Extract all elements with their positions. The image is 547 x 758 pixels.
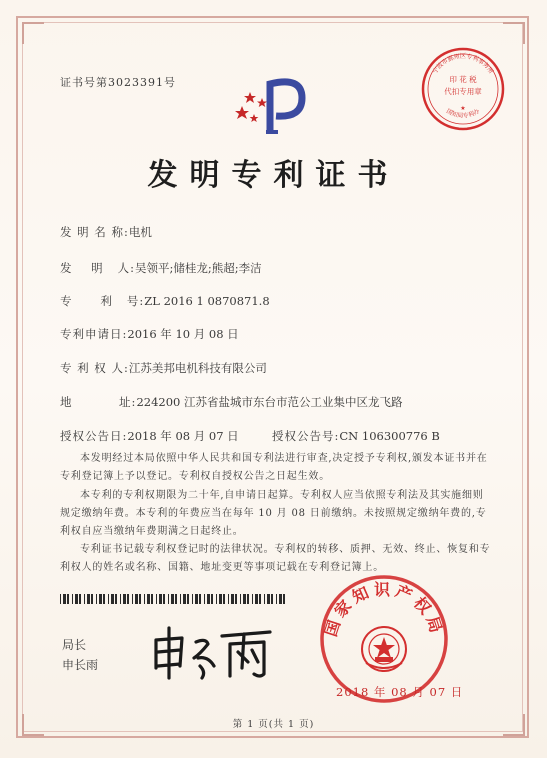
corner-ornament bbox=[503, 22, 525, 44]
director-name: 申长雨 bbox=[62, 658, 99, 672]
barcode-bar bbox=[115, 594, 117, 604]
grant-date-value: 2018 年 08 月 07 日 bbox=[127, 429, 239, 443]
patent-number-row bbox=[60, 293, 270, 309]
barcode-bar bbox=[204, 594, 205, 604]
barcode-bar bbox=[252, 594, 253, 604]
patent-number-value: ZL 2016 1 0870871.8 bbox=[144, 294, 270, 308]
page-number: 第 1 页(共 1 页) bbox=[232, 719, 315, 730]
barcode-bar bbox=[84, 594, 85, 604]
barcode-bar bbox=[96, 594, 97, 604]
barcode-bar bbox=[219, 594, 222, 604]
barcode-bar bbox=[199, 594, 201, 604]
svg-text:国家知识产权局 bbox=[321, 580, 447, 639]
barcode-bar bbox=[211, 594, 213, 604]
paragraph-term: 本专利的专利权期限为二十年,自申请日起算。专利权人应当依照专利法及其实施细则规定缴纳年费。本专利的年费应当在每年 10 月 08 日前缴纳。未按照规定缴纳年费的,专利权自应当缴纳年费期满之日起终止。 bbox=[60, 490, 487, 537]
address-label: 地 址: bbox=[60, 395, 137, 409]
barcode-bar bbox=[264, 594, 265, 604]
barcode-bar bbox=[75, 594, 78, 604]
invention-name-row bbox=[60, 224, 152, 240]
barcode-bar bbox=[79, 594, 81, 604]
invention-name-value: 电机 bbox=[128, 225, 152, 239]
barcode bbox=[60, 594, 286, 604]
barcode-bar bbox=[216, 594, 217, 604]
barcode-bar bbox=[72, 594, 73, 604]
grant-number-label: 授权公告号: bbox=[272, 429, 340, 443]
barcode-bar bbox=[231, 594, 234, 604]
handwritten-signature bbox=[148, 622, 278, 682]
barcode-bar bbox=[111, 594, 114, 604]
grant-date-label: 授权公告日: bbox=[60, 429, 128, 443]
grant-number-row bbox=[272, 428, 440, 444]
page-title: 发明专利证书 bbox=[147, 158, 400, 193]
filing-date-label: 专利申请日: bbox=[60, 327, 128, 341]
paragraph-legal-status: 专利证书记载专利权登记时的法律状况。专利权的转移、质押、无效、终止、恢复和专利权人的姓名或名称、国籍、地址变更等事项记载在专利登记簿上。 bbox=[60, 544, 491, 573]
barcode-bar bbox=[127, 594, 129, 604]
svg-text:印 花 税: 印 花 税 bbox=[449, 75, 477, 84]
seal-ring-text: 国家知识产权局 bbox=[321, 580, 447, 639]
address-value: 224200 江苏省盐城市东台市范公工业集中区龙飞路 bbox=[136, 395, 403, 409]
grant-date-row bbox=[60, 428, 239, 444]
barcode-bar bbox=[259, 594, 261, 604]
barcode-bar bbox=[187, 594, 189, 604]
barcode-bar bbox=[147, 594, 150, 604]
national-emblem-icon bbox=[362, 627, 406, 671]
barcode-bar bbox=[235, 594, 237, 604]
svg-text:代扣专用章: 代扣专用章 bbox=[444, 87, 482, 96]
svg-text:★: ★ bbox=[460, 105, 466, 112]
barcode-bar bbox=[123, 594, 126, 604]
patentee-row bbox=[60, 360, 267, 376]
barcode-bar bbox=[267, 594, 270, 604]
barcode-bar bbox=[276, 594, 277, 604]
barcode-bar bbox=[195, 594, 198, 604]
barcode-bar bbox=[240, 594, 241, 604]
barcode-bar bbox=[183, 594, 186, 604]
invention-name-label: 发 明 名 称: bbox=[60, 225, 129, 239]
paragraph-grant: 本发明经过本局依照中华人民共和国专利法进行审查,决定授予专利权,颁发本证书并在专利登记簿上予以登记。专利权自授权公告之日起生效。 bbox=[60, 453, 488, 482]
address-row bbox=[60, 394, 403, 410]
barcode-bar bbox=[207, 594, 210, 604]
filing-date-row bbox=[60, 326, 239, 342]
barcode-bar bbox=[156, 594, 157, 604]
barcode-bar bbox=[151, 594, 153, 604]
barcode-bar bbox=[163, 594, 165, 604]
barcode-bar bbox=[60, 594, 61, 604]
filing-date-value: 2016 年 10 月 08 日 bbox=[127, 327, 239, 341]
barcode-bar bbox=[91, 594, 93, 604]
barcode-bar bbox=[180, 594, 181, 604]
barcode-bar bbox=[108, 594, 109, 604]
barcode-bar bbox=[87, 594, 90, 604]
barcode-bar bbox=[132, 594, 133, 604]
barcode-bar bbox=[144, 594, 145, 604]
barcode-bar bbox=[243, 594, 246, 604]
barcode-bar bbox=[171, 594, 174, 604]
barcode-bar bbox=[223, 594, 225, 604]
director-title: 局长 bbox=[62, 638, 87, 652]
barcode-bar bbox=[283, 594, 285, 604]
patent-number-label: 专 利 号: bbox=[60, 294, 145, 308]
grant-number-value: CN 106300776 B bbox=[339, 429, 440, 443]
svg-text:国知局专利办: 国知局专利办 bbox=[444, 107, 482, 120]
barcode-bar bbox=[247, 594, 249, 604]
barcode-bar bbox=[279, 594, 282, 604]
seal-date: 2018 年 08 月 07 日 bbox=[336, 685, 464, 699]
barcode-bar bbox=[139, 594, 141, 604]
barcode-bar bbox=[63, 594, 66, 604]
patent-office-logo-icon bbox=[232, 70, 312, 142]
barcode-bar bbox=[175, 594, 177, 604]
barcode-bar bbox=[228, 594, 229, 604]
certificate-number: 证书号第3023391号 bbox=[60, 76, 176, 89]
barcode-bar bbox=[67, 594, 69, 604]
inventor-value: 吴领平;储桂龙;熊超;李洁 bbox=[134, 261, 262, 275]
barcode-bar bbox=[168, 594, 169, 604]
barcode-bar bbox=[255, 594, 258, 604]
barcode-bar bbox=[192, 594, 193, 604]
patentee-value: 江苏美邦电机科技有限公司 bbox=[128, 361, 267, 375]
inventor-row bbox=[60, 260, 262, 276]
patentee-label: 专 利 权 人: bbox=[60, 361, 129, 375]
barcode-bar bbox=[99, 594, 102, 604]
tax-stamp-seal-icon bbox=[420, 46, 506, 132]
inventor-label: 发 明 人: bbox=[60, 261, 135, 275]
barcode-bar bbox=[103, 594, 105, 604]
svg-text:宁波市鄞州区专利事务所: 宁波市鄞州区专利事务所 bbox=[431, 53, 495, 76]
barcode-bar bbox=[159, 594, 162, 604]
corner-ornament bbox=[22, 22, 44, 44]
barcode-bar bbox=[271, 594, 273, 604]
barcode-bar bbox=[135, 594, 138, 604]
barcode-bar bbox=[120, 594, 121, 604]
